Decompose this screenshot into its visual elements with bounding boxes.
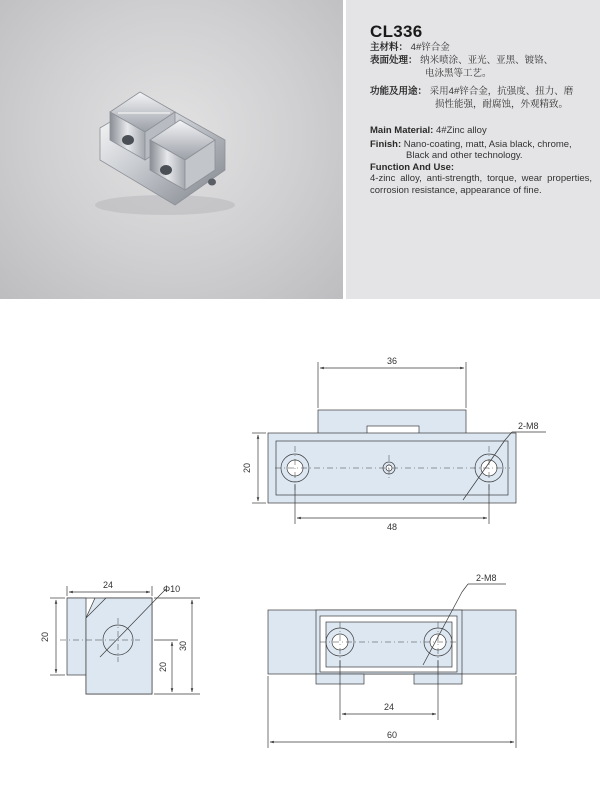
hinge-photo-illustration xyxy=(0,0,343,299)
cn-function-row xyxy=(370,86,573,99)
en-finish-line2: Black and other technology. xyxy=(406,150,523,161)
cn-material-row xyxy=(370,42,450,55)
en-material-value: 4#Zinc alloy xyxy=(436,125,487,136)
en-finish-row xyxy=(370,139,592,151)
dim-side-width: 24 xyxy=(102,580,114,590)
dim-side-height-inner: 20 xyxy=(158,661,168,673)
en-material-row xyxy=(370,125,592,137)
en-function-label: Function And Use: xyxy=(370,161,455,173)
cn-function-line2: 损性能强，耐腐蚀，外观精致。 xyxy=(435,99,569,110)
front-view xyxy=(268,584,516,748)
dim-front-holes: 2-M8 xyxy=(476,573,497,583)
cn-finish-line2: 电泳黑等工艺。 xyxy=(425,68,492,79)
en-finish-label: Finish: xyxy=(370,138,402,150)
dim-top-height: 20 xyxy=(242,462,252,474)
spec-panel xyxy=(346,0,600,299)
cn-function-line1: 采用4#锌合金，抗强度、扭力、磨 xyxy=(429,86,574,97)
side-view xyxy=(50,586,200,694)
dim-side-height-total: 30 xyxy=(178,640,188,652)
product-photo xyxy=(0,0,343,299)
cn-finish-label: 表面处理： xyxy=(370,55,418,66)
dim-front-hole-spacing: 24 xyxy=(383,702,395,712)
cn-function-label: 功能及用途： xyxy=(370,86,428,97)
en-spec-block xyxy=(370,125,592,196)
dim-side-height-left: 20 xyxy=(40,631,50,643)
en-finish-line1: Nano-coating, matt, Asia black, chrome, xyxy=(403,138,572,150)
cn-finish-row xyxy=(370,55,553,68)
cn-material-value: 4#锌合金 xyxy=(410,42,450,53)
en-function-text: 4-zinc alloy, anti-strength, torque, wear properties, corrosion resistance, appearance of fine. xyxy=(370,173,592,196)
dim-side-hole: Φ10 xyxy=(163,584,181,594)
top-view xyxy=(252,362,546,524)
dim-front-length: 60 xyxy=(386,730,398,740)
cn-finish-line1: 纳米喷涂、亚光、亚黑、镀铬、 xyxy=(420,55,554,66)
technical-drawings xyxy=(0,300,600,783)
en-material-label: Main Material: xyxy=(370,125,434,136)
dim-top-holes: 2-M8 xyxy=(518,421,539,431)
model-number: CL336 xyxy=(370,22,423,41)
cn-material-label: 主材料： xyxy=(370,42,409,53)
dim-top-width: 36 xyxy=(386,356,398,366)
dim-top-hole-spacing: 48 xyxy=(386,522,398,532)
dimension-drawings xyxy=(0,300,600,783)
